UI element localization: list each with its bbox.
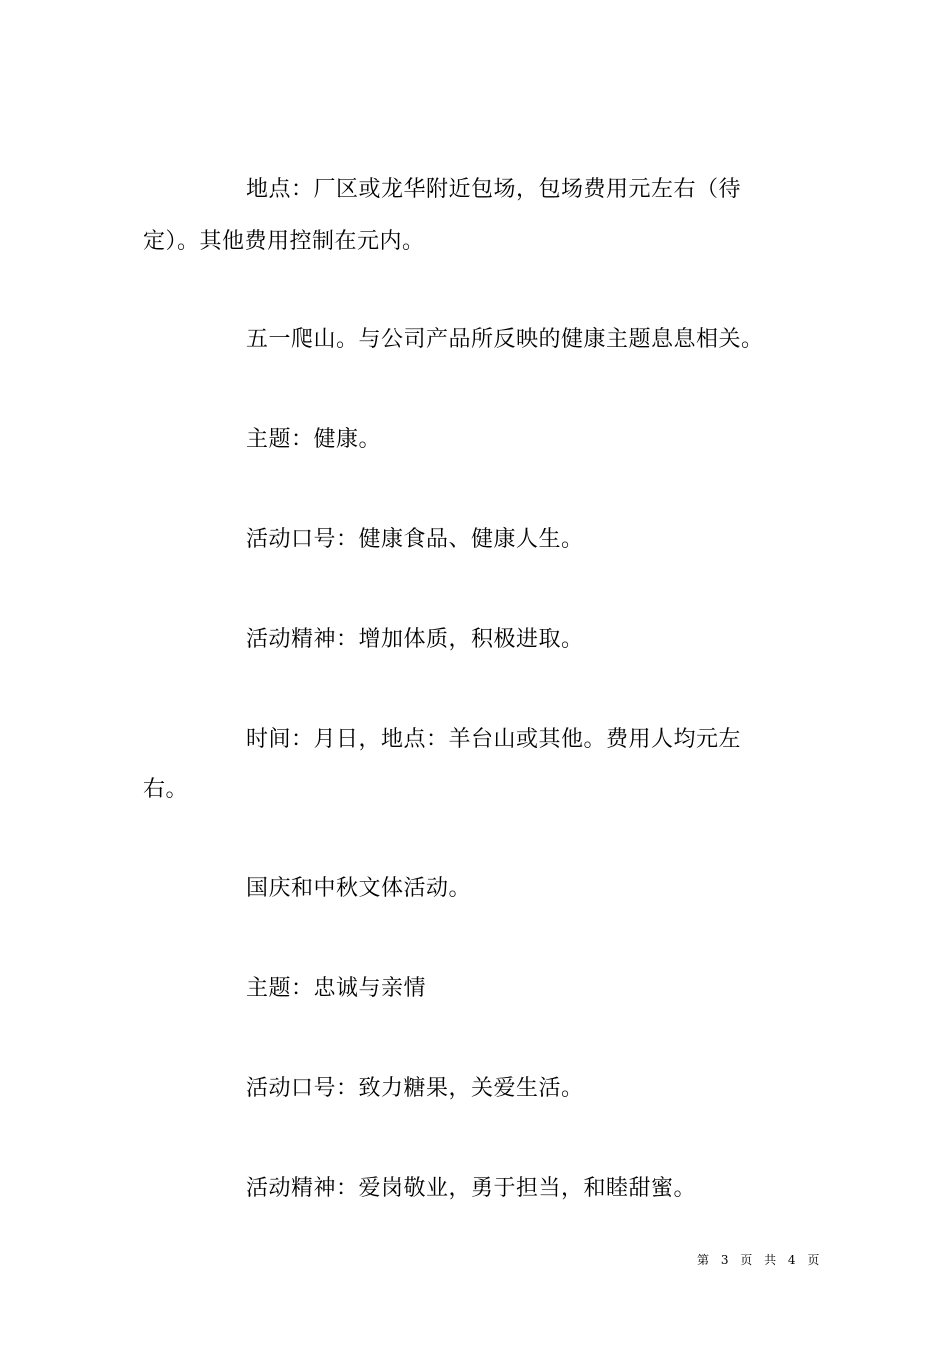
paragraph-time-place-line-2: 右。: [143, 777, 189, 802]
paragraph-spirit-health: 活动精神：增加体质，积极进取。: [246, 627, 584, 652]
paragraph-slogan-candy: 活动口号：致力糖果，关爱生活。: [246, 1076, 584, 1101]
paragraph-venue-line-1: 地点：厂区或龙华附近包场，包场费用元左右（待: [246, 177, 742, 202]
page-number-footer: 第 3 页 共 4 页: [697, 1253, 824, 1267]
paragraph-national-day-activity: 国庆和中秋文体活动。: [246, 876, 472, 901]
paragraph-theme-loyalty: 主题：忠诚与亲情: [246, 976, 427, 1001]
paragraph-time-place-line-1: 时间：月日，地点：羊台山或其他。费用人均元左: [246, 727, 742, 752]
paragraph-spirit-dedication: 活动精神：爱岗敬业，勇于担当，和睦甜蜜。: [246, 1176, 697, 1201]
paragraph-venue-line-2: 定）。其他费用控制在元内。: [143, 229, 425, 254]
paragraph-may-day-hiking: 五一爬山。与公司产品所反映的健康主题息息相关。: [246, 327, 764, 352]
paragraph-theme-health: 主题：健康。: [246, 427, 382, 452]
paragraph-slogan-health: 活动口号：健康食品、健康人生。: [246, 527, 584, 552]
